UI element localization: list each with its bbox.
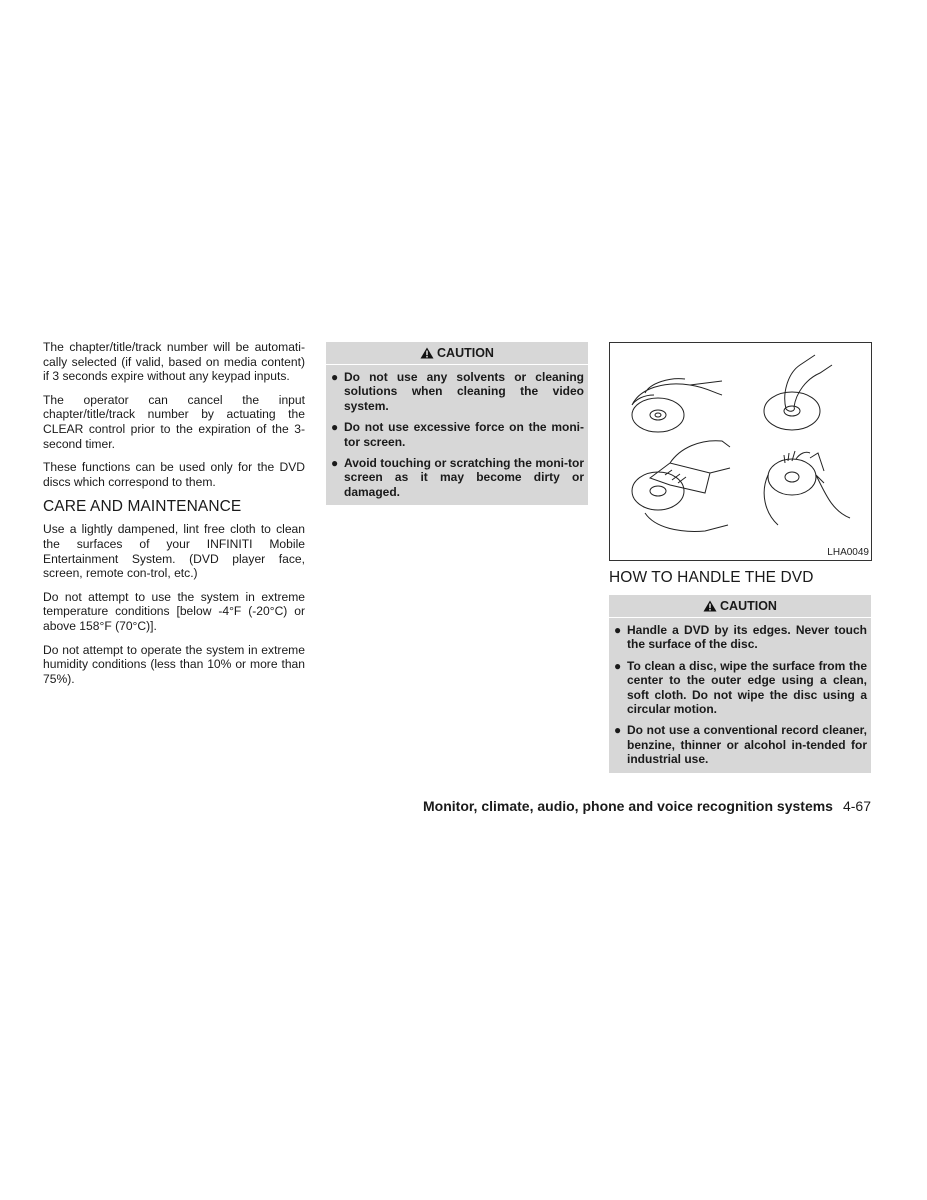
- caution-item: [330, 420, 584, 449]
- middle-column: [326, 342, 588, 505]
- paragraph-humidity: Do not attempt to operate the system in extreme humidity conditions (less than 10% or more than 75%).: [43, 642, 305, 686]
- fingers-holding-disc-edges-illustration: [764, 451, 850, 525]
- caution-item: [330, 456, 584, 499]
- handle-dvd-heading: HOW TO HANDLE THE DVD: [609, 569, 814, 586]
- left-column: [43, 340, 305, 695]
- caution-header: [326, 342, 588, 365]
- dvd-handling-figure: [609, 342, 872, 561]
- caution-item: [330, 370, 584, 413]
- caution-box-system: [326, 342, 588, 505]
- paragraph-cancel-input: The operator can cancel the input chapter/title/track number by actuating the CLEAR control prior to the expiration of the 3-second timer.: [43, 392, 305, 451]
- caution-item-text: Do not use any solvents or cleaning solutions when cleaning the video system.: [344, 370, 584, 413]
- page-footer: [380, 798, 871, 814]
- caution-item: [613, 723, 867, 766]
- caution-list: [609, 618, 871, 767]
- finger-on-disc-center-illustration: [764, 355, 832, 430]
- caution-item-text: Do not use a conventional record cleaner, benzine, thinner or alcohol in-tended for industrial use.: [627, 723, 867, 767]
- paragraph-cleaning-cloth: Use a lightly dampened, lint free cloth to clean the surfaces of your INFINITI Mobile Entertainment System. (DVD player face, screen, remote con-trol, etc.): [43, 522, 305, 581]
- caution-item-text: Handle a DVD by its edges. Never touch the surface of the disc.: [627, 623, 867, 652]
- caution-item-text: Avoid touching or scratching the moni-tor screen as it may become dirty or damaged.: [344, 456, 584, 499]
- dvd-handling-illustration: [610, 343, 871, 560]
- caution-item-text: Do not use excessive force on the moni-tor screen.: [344, 420, 584, 449]
- caution-item-text: To clean a disc, wipe the surface from the center to the outer edge using a clean, soft cloth. Do not wipe the disc using a circular motion.: [627, 658, 867, 717]
- caution-title: CAUTION: [720, 599, 777, 613]
- bullet: ●: [331, 420, 339, 435]
- caution-box-dvd: [609, 595, 871, 773]
- paragraph-auto-select: The chapter/title/track number will be automati-cally selected (if valid, based on media content) if 3 seconds expire without any keypad inputs.: [43, 340, 305, 384]
- warning-triangle-icon: [420, 347, 434, 359]
- bullet: ●: [614, 623, 622, 637]
- care-maintenance-heading: CARE AND MAINTENANCE: [43, 498, 242, 516]
- caution-item: [613, 623, 867, 652]
- caution-list: [326, 365, 588, 499]
- caution-title: CAUTION: [437, 346, 494, 360]
- right-column: [609, 342, 871, 773]
- paragraph-temperature: Do not attempt to use the system in extreme temperature conditions [below -4°F (-20°C) or above 158°F (70°C)].: [43, 589, 305, 633]
- bullet: ●: [331, 456, 339, 471]
- footer-section-title: Monitor, climate, audio, phone and voice recognition systems: [423, 798, 833, 814]
- caution-header: [609, 595, 871, 618]
- figure-id: LHA0049: [827, 547, 869, 558]
- paragraph-dvd-functions: These functions can be used only for the DVD discs which correspond to them.: [43, 460, 305, 489]
- bullet: ●: [614, 658, 622, 673]
- page-number: 4-67: [842, 798, 871, 814]
- caution-item: [613, 659, 867, 717]
- bullet: ●: [614, 723, 622, 738]
- cloth-wiping-disc-illustration: [632, 441, 730, 532]
- bullet: ●: [331, 370, 339, 384]
- warning-triangle-icon: [703, 600, 717, 612]
- hand-holding-disc-edge-illustration: [632, 379, 722, 432]
